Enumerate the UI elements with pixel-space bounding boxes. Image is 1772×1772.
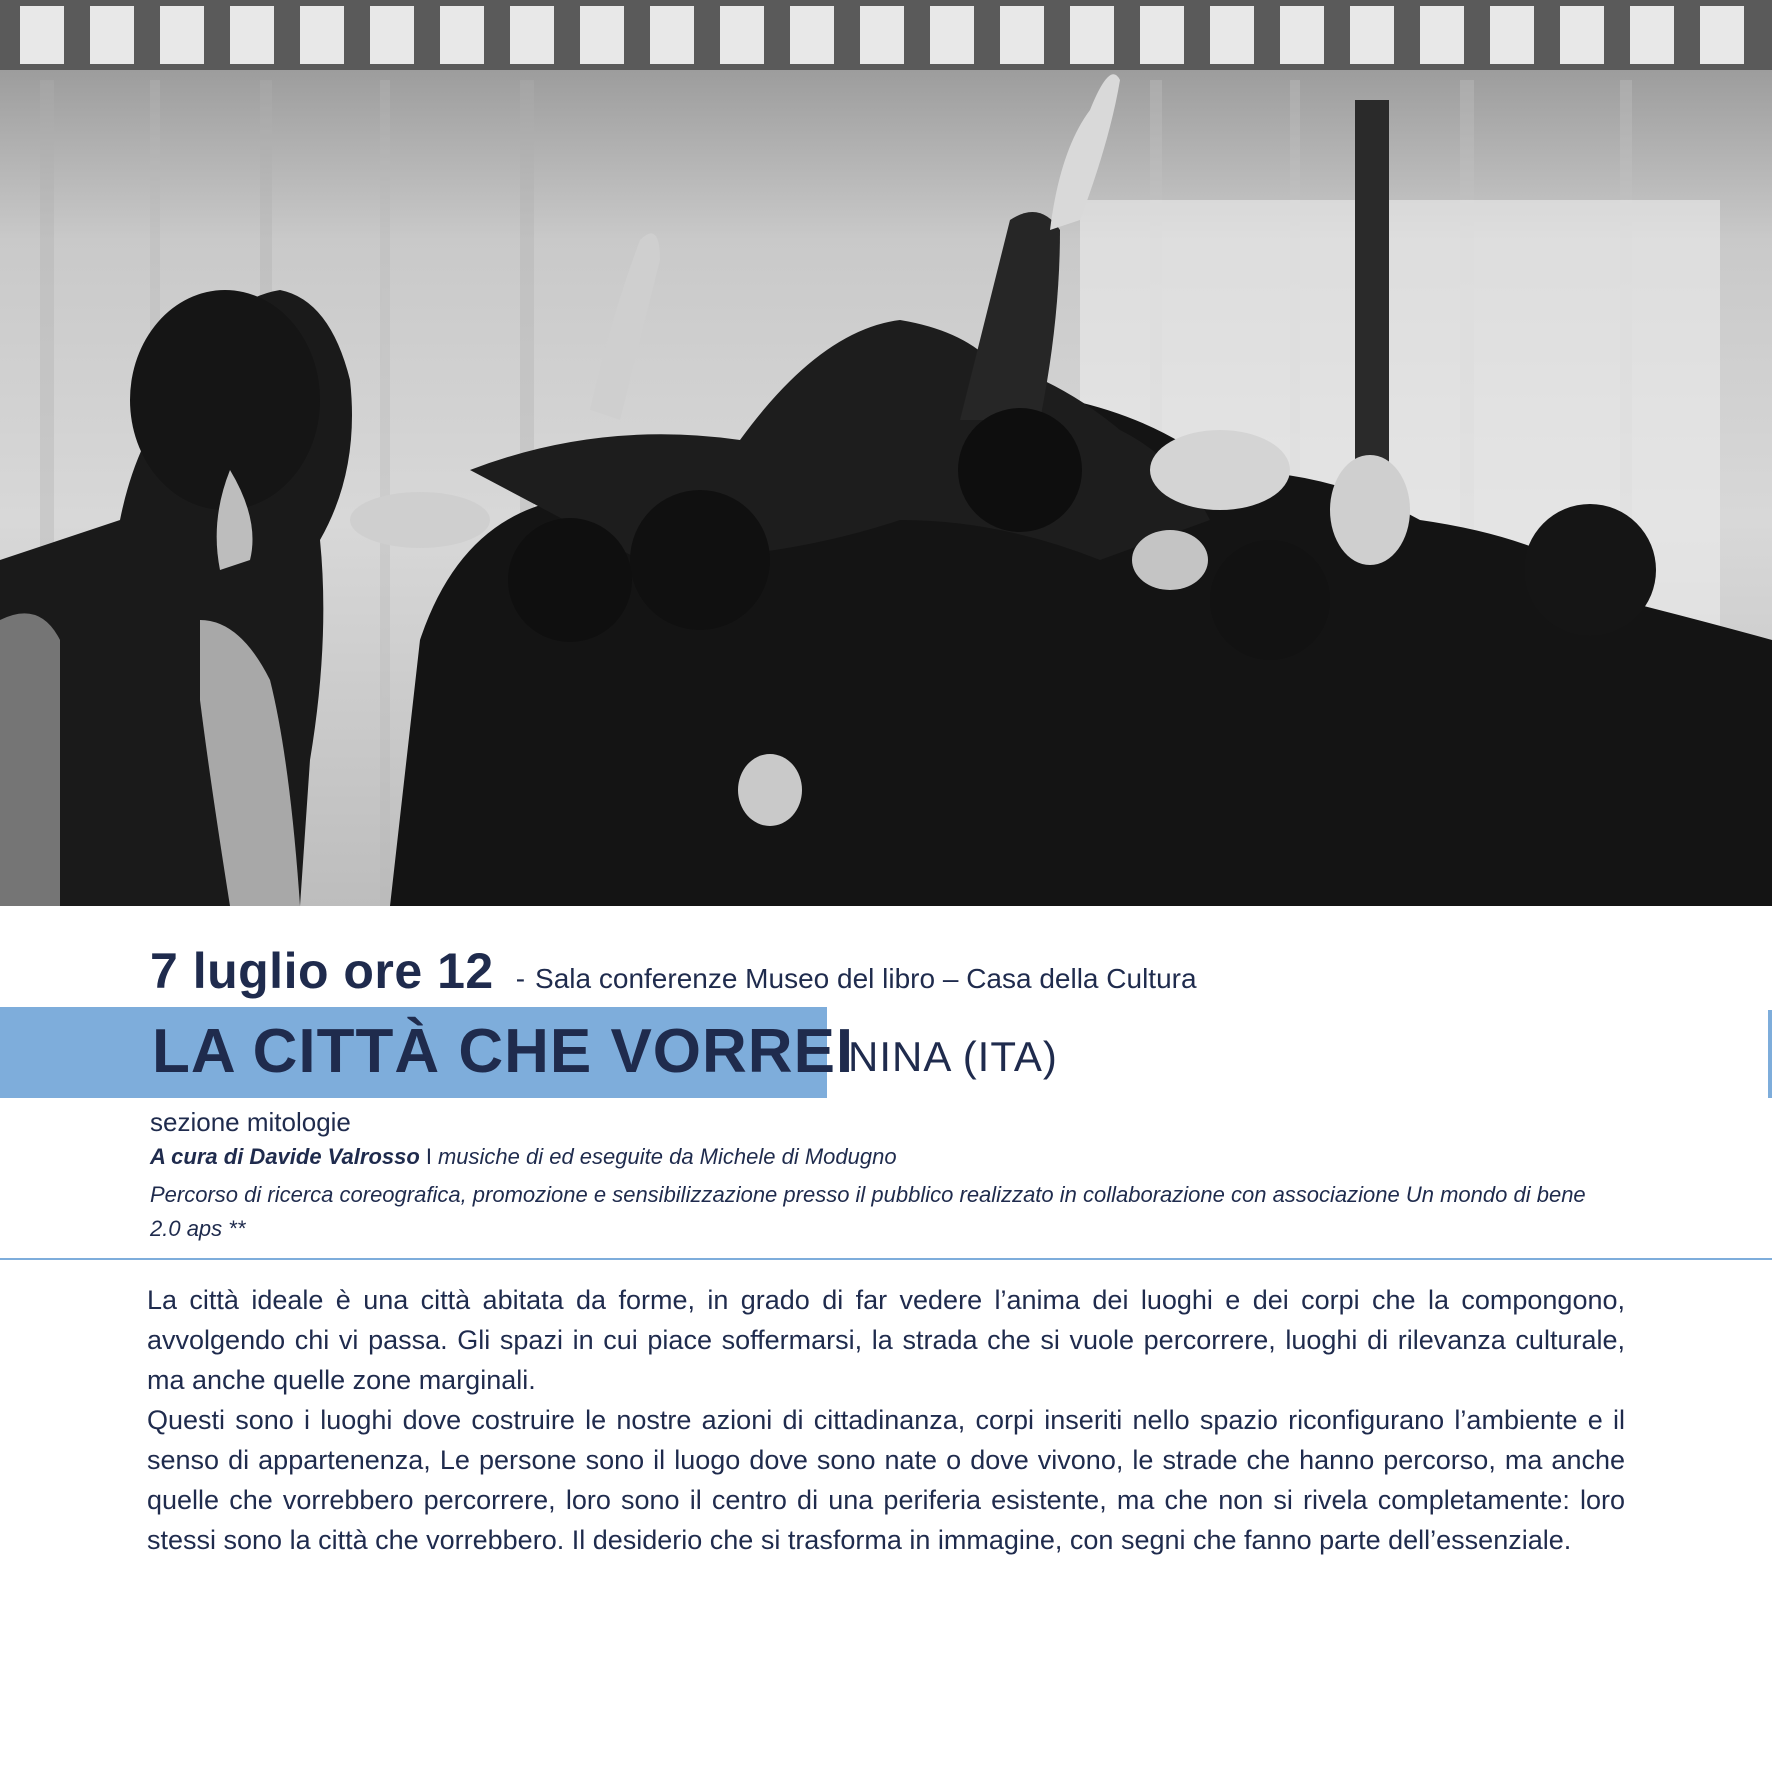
music-credit: musiche di ed eseguite da Michele di Modugno bbox=[437, 1144, 897, 1169]
project-description: Percorso di ricerca coreografica, promozione e sensibilizzazione presso il pubblico realizzato in collaborazione con associazione Un mondo di bene 2.0 aps ** bbox=[150, 1182, 1586, 1241]
right-edge-accent bbox=[1768, 1010, 1772, 1098]
curator: A cura di Davide Valrosso bbox=[150, 1144, 420, 1169]
body-text bbox=[147, 1280, 1625, 1560]
body-paragraph-1: La città ideale è una città abitata da forme, in grado di far vedere l’anima dei luoghi e dei corpi che la compongono, avvolgendo chi vi passa. Gli spazi in cui piace soffermarsi, la strada che si vuole percorrere, luoghi di rilevanza culturale, ma anche quelle zone marginali. bbox=[147, 1285, 1625, 1395]
date-separator: - bbox=[515, 963, 526, 994]
event-title: LA CITTÀ CHE VORREI bbox=[152, 1017, 855, 1086]
credits-line bbox=[150, 1144, 897, 1170]
date-venue-line bbox=[150, 942, 1197, 1000]
body-paragraph-2: Questi sono i luoghi dove costruire le nostre azioni di cittadinanza, corpi inseriti nello spazio riconfigurano l’ambiente e il senso di appartenenza, Le persone sono il luogo dove sono nate o dove vivono, le strade che hanno percorso, ma anche quelle che vorrebbero percorrere, loro sono il centro di una periferia esistente, ma che non si rivela completamente: loro stessi sono la città che vorrebbero. Il desiderio che si trasforma in immagine, con segni che fanno parte dell’essenziale. bbox=[147, 1405, 1625, 1555]
event-date: 7 luglio ore 12 bbox=[150, 943, 494, 999]
credits-separator: I bbox=[425, 1144, 432, 1169]
divider-rule bbox=[0, 1258, 1772, 1260]
section-label: sezione mitologie bbox=[150, 1107, 351, 1137]
event-venue: Sala conferenze Museo del libro – Casa della Cultura bbox=[535, 963, 1197, 994]
event-author: NINA (ITA) bbox=[848, 1033, 1058, 1080]
